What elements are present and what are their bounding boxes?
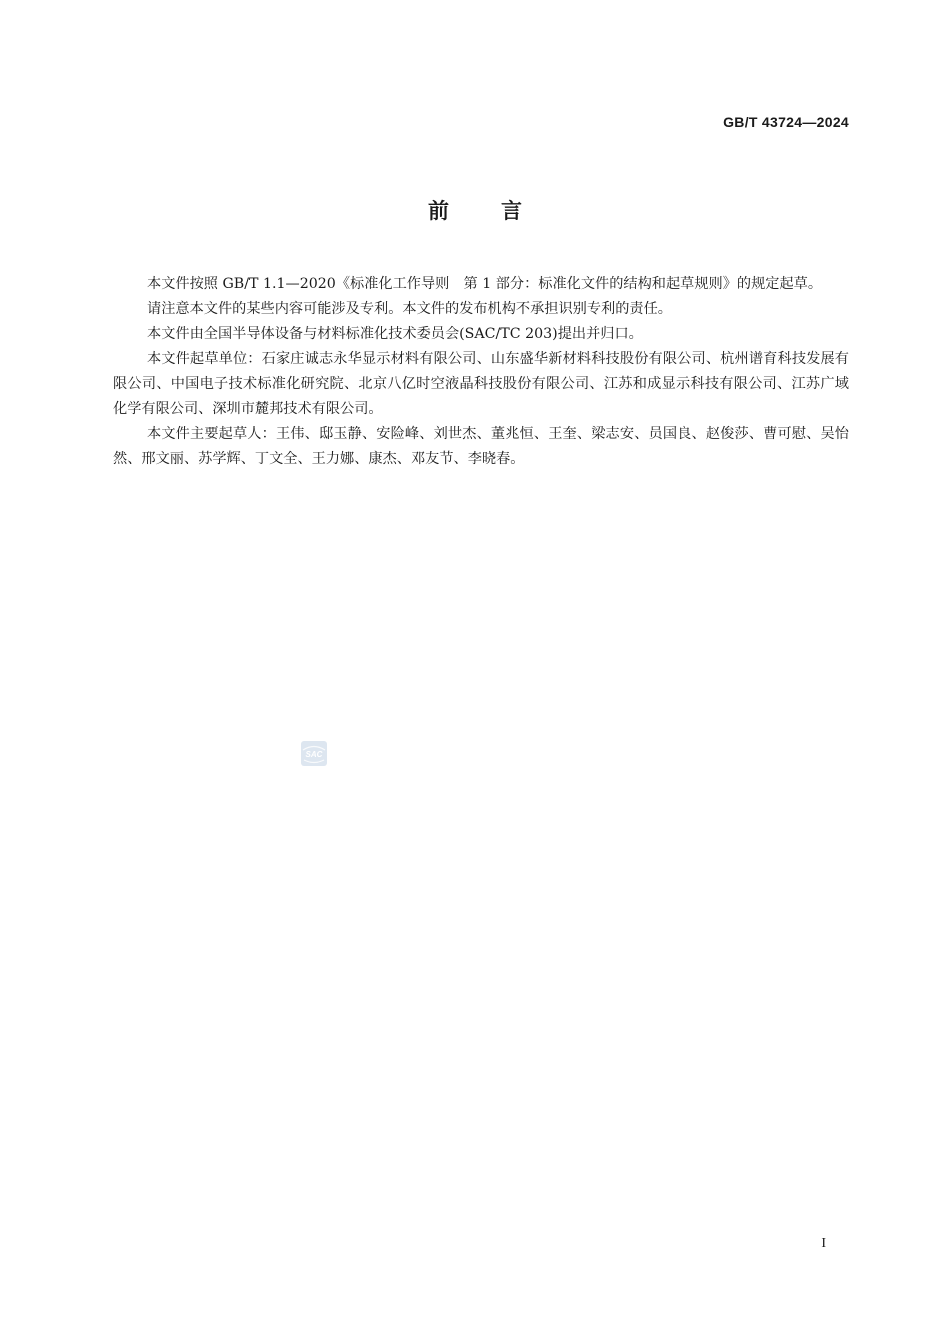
page-number: I <box>821 1236 826 1251</box>
page-title: 前言 <box>428 199 574 223</box>
sac-watermark-logo <box>301 741 327 766</box>
standard-number: GB/T 43724—2024 <box>723 114 849 130</box>
paragraph-main-drafters: 本文件主要起草人：王伟、邸玉静、安险峰、刘世杰、董兆恒、王奎、梁志安、员国良、赵俊莎、曹可慰、吴怡然、邢文丽、苏学辉、丁文全、王力娜、康杰、邓友节、李晓春。 <box>113 426 849 467</box>
foreword-body <box>113 272 849 472</box>
paragraph-patent-notice: 请注意本文件的某些内容可能涉及专利。本文件的发布机构不承担识别专利的责任。 <box>147 301 672 317</box>
paragraph-drafting-rules: 本文件按照 GB/T 1.1—2020《标准化工作导则 第 1 部分：标准化文件的结构和起草规则》的规定起草。 <box>147 276 823 292</box>
paragraph-drafting-organizations: 本文件起草单位：石家庄诚志永华显示材料有限公司、山东盛华新材料科技股份有限公司、杭州谱育科技发展有限公司、中国电子技术标准化研究院、北京八亿时空液晶科技股份有限公司、江苏和成显示科技有限公司、江苏广域化学有限公司、深圳市麓邦技术有限公司。 <box>113 351 849 417</box>
paragraph-proposing-committee: 本文件由全国半导体设备与材料标准化技术委员会(SAC/TC 203)提出并归口。 <box>147 326 643 342</box>
svg-text:SAC: SAC <box>305 750 323 759</box>
